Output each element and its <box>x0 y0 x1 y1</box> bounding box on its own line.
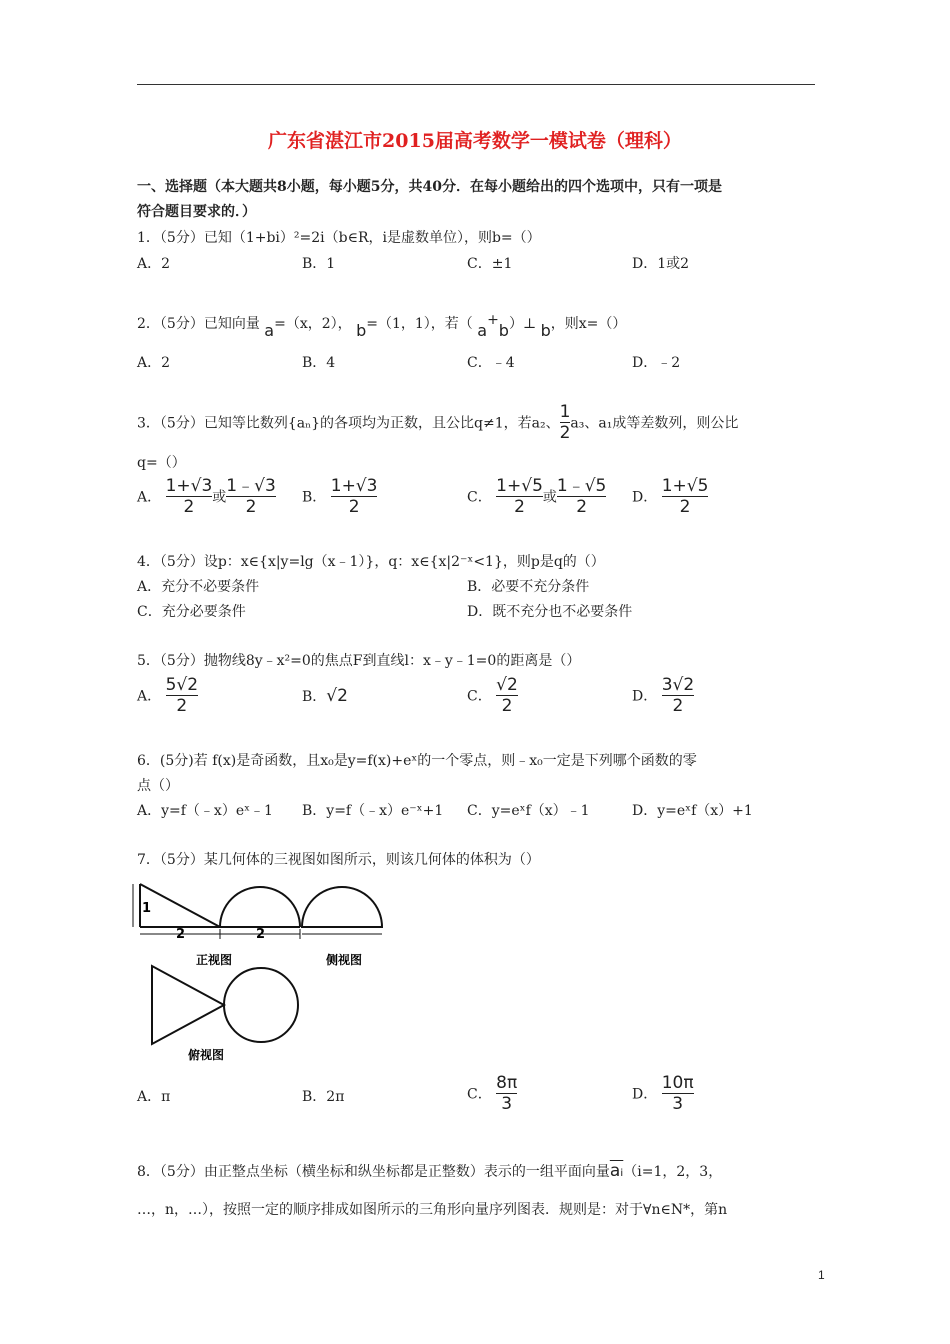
numerator: 1+√3 <box>165 476 213 496</box>
front-height-label: 1 <box>142 901 152 916</box>
q5-a-frac <box>166 675 198 716</box>
q3-c-frac2 <box>557 476 606 517</box>
q5-option-b-label: B． <box>302 689 327 705</box>
numerator: 5√2 <box>165 675 199 695</box>
q5-option-d-label: D． <box>632 688 658 705</box>
denominator: 2 <box>672 696 684 716</box>
q3-half-fraction <box>560 402 571 443</box>
q5-option-c-label: C． <box>467 688 492 705</box>
q8-stem-line2: …，n，…），按照一定的顺序排成如图所示的三角形向量序列图表．规则是：对于∀n∈N*，第n <box>137 1202 728 1218</box>
q2-stem-part4: ）⊥ <box>508 316 537 332</box>
denominator: 3 <box>672 1094 684 1114</box>
q7-d-frac <box>662 1073 694 1114</box>
q3-option-a-label: A． <box>137 489 162 506</box>
front-view <box>140 884 300 927</box>
q3-half-den: 2 <box>559 423 571 443</box>
denominator: 2 <box>176 696 188 716</box>
denominator: 2 <box>183 497 195 517</box>
denominator: 2 <box>245 497 257 517</box>
numerator: 3√2 <box>661 675 695 695</box>
q5-b-value: √2 <box>326 686 348 706</box>
front-width1-label: 2 <box>176 927 186 942</box>
numerator: 10π <box>661 1073 694 1093</box>
q3-option-a <box>137 476 276 517</box>
q3-stem-line2: q=（） <box>137 455 186 471</box>
q7-c-frac <box>496 1073 517 1114</box>
q4-option-c: C．充分必要条件 <box>137 604 246 620</box>
q3-option-b <box>302 476 377 517</box>
q7-option-c-label: C． <box>467 1086 492 1103</box>
q8-stem-line1 <box>137 1161 722 1181</box>
numerator: 1+√5 <box>661 476 709 496</box>
q4-option-a: A．充分不必要条件 <box>137 579 260 595</box>
q3-d-frac <box>662 476 709 517</box>
q6-stem-line2: 点（） <box>137 778 179 794</box>
q6-stem-line1: 6．(5分)若 f(x)是奇函数，且x₀是y=f(x)+eˣ的一个零点，则﹣x₀一定是下列哪个函数的零 <box>137 753 697 769</box>
q3-stem-part1: 3．（5分）已知等比数列{aₙ}的各项均为正数，且公比q≠1，若a₂、 <box>137 415 560 432</box>
three-view-figure <box>130 872 390 1067</box>
q6-option-a: A．y=f（﹣x）eˣ﹣1 <box>137 803 273 819</box>
or-text: 或 <box>212 489 227 506</box>
q2-stem <box>137 312 627 340</box>
or-text: 或 <box>542 489 557 506</box>
q3-option-d <box>632 476 708 517</box>
q1-stem: 1．（5分）已知（1+bi）²=2i（b∈R，i是虚数单位），则b=（） <box>137 230 541 246</box>
q4-option-d: D．既不充分也不必要条件 <box>467 604 633 620</box>
denominator: 2 <box>514 497 525 517</box>
q3-a-frac1 <box>166 476 213 517</box>
denominator: 3 <box>501 1094 513 1114</box>
q7-option-a: A．π <box>137 1089 171 1105</box>
q7-option-b: B．2π <box>302 1089 345 1105</box>
q7-option-c <box>467 1073 517 1114</box>
q3-b-frac <box>331 476 378 517</box>
q7-option-d-label: D． <box>632 1086 658 1103</box>
denominator: 2 <box>576 497 588 517</box>
front-view-label: 正视图 <box>196 953 233 967</box>
q2-stem-part2: =（x，2）， <box>274 316 352 332</box>
q1-option-d: D．1或2 <box>632 256 690 272</box>
q3-option-d-label: D． <box>632 489 658 506</box>
q5-option-d <box>632 675 694 716</box>
front-view-dimensions <box>133 884 300 939</box>
denominator: 2 <box>348 497 360 517</box>
q2-plus: + <box>487 312 499 328</box>
side-view-label: 侧视图 <box>326 953 363 967</box>
q1-option-a: A．2 <box>137 256 171 272</box>
page-title: 广东省湛江市2015届高考数学一模试卷（理科） <box>268 130 682 152</box>
numerator: 1﹣√3 <box>226 476 276 496</box>
q2-stem-part5: ，则x=（） <box>550 316 627 332</box>
q2-vector-b2: b <box>498 321 509 340</box>
q6-option-c: C．y=eˣf（x）﹣1 <box>467 803 590 819</box>
q3-half-num: 1 <box>559 402 571 422</box>
q4-stem: 4．（5分）设p：x∈{x|y=lg（x﹣1）}，q：x∈{x|2⁻ˣ<1}，则p是q的（） <box>137 554 605 570</box>
side-view <box>302 887 382 927</box>
q7-option-d <box>632 1073 694 1114</box>
top-view <box>152 966 298 1044</box>
q8-stem-part2: （i=1，2，3， <box>623 1164 723 1180</box>
q6-option-b: B．y=f（﹣x）e⁻ˣ+1 <box>302 803 444 819</box>
q8-vector-ai: $\overline{aᵢ}$ <box>609 1161 624 1181</box>
q5-stem: 5．（5分）抛物线8y﹣x²=0的焦点F到直线l：x﹣y﹣1=0的距离是（） <box>137 653 581 669</box>
page-number: 1 <box>818 1268 825 1282</box>
q2-option-d: D．﹣2 <box>632 355 681 371</box>
section-heading-line1: 一、选择题（本大题共8小题，每小题5分，共40分．在每小题给出的四个选项中，只有一项是 <box>137 179 722 195</box>
q3-c-frac1 <box>496 476 543 517</box>
q3-stem <box>137 402 738 443</box>
front-width2-label: 2 <box>256 927 266 942</box>
numerator: 8π <box>496 1073 518 1093</box>
q2-stem-part1: 2．（5分）已知向量 <box>137 316 260 332</box>
numerator: 1﹣√5 <box>556 476 607 496</box>
q5-option-c <box>467 675 518 716</box>
q3-a-frac2 <box>226 476 275 517</box>
q1-option-c: C．±1 <box>467 256 513 272</box>
numerator: 1+√3 <box>330 476 378 496</box>
section-heading-line2: 符合题目要求的．） <box>137 204 256 220</box>
numerator: 1+√5 <box>496 476 543 496</box>
q3-option-c <box>467 476 606 517</box>
q3-stem-part2: a₃、a₁成等差数列，则公比 <box>570 415 739 432</box>
q2-vector-a: a <box>264 321 275 340</box>
denominator: 2 <box>501 696 513 716</box>
q2-option-c: C．﹣4 <box>467 355 515 371</box>
q3-option-c-label: C． <box>467 489 492 506</box>
q5-d-frac <box>662 675 694 716</box>
q2-option-a: A．2 <box>137 355 171 371</box>
q6-option-d: D．y=eˣf（x）+1 <box>632 803 753 819</box>
q2-vector-b: b <box>356 321 367 340</box>
top-view-label: 俯视图 <box>188 1048 225 1062</box>
q2-option-b: B．4 <box>302 355 336 371</box>
q8-stem-part1: 8．（5分）由正整点坐标（横坐标和纵坐标都是正整数）表示的一组平面向量 <box>137 1164 610 1180</box>
q5-option-a <box>137 675 198 716</box>
q1-option-b: B．1 <box>302 256 336 272</box>
q5-c-frac <box>496 675 518 716</box>
top-rule <box>137 84 815 85</box>
numerator: √2 <box>496 675 518 695</box>
q2-stem-part3: =（1，1），若（ <box>366 316 473 332</box>
q2-vector-a2: a <box>477 321 488 340</box>
denominator: 2 <box>679 497 691 517</box>
q5-option-a-label: A． <box>137 688 162 705</box>
q7-stem: 7．（5分）某几何体的三视图如图所示，则该几何体的体积为（） <box>137 852 540 868</box>
q4-option-b: B．必要不充分条件 <box>467 579 590 595</box>
q5-option-b <box>302 686 348 706</box>
q2-vector-b3: b <box>540 321 551 340</box>
q3-option-b-label: B． <box>302 489 327 506</box>
